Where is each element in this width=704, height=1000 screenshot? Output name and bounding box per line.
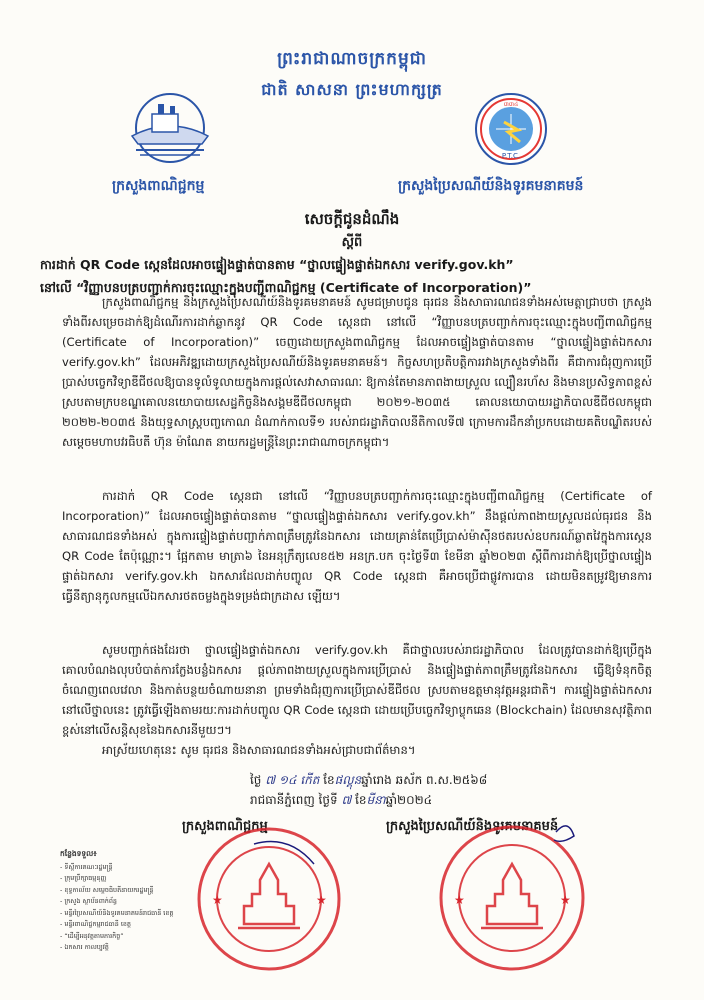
commerce-seal (194, 824, 344, 974)
recipient-item: - ខុទ្ទកាល័យ សម្តេចធិបតីនាយករដ្ឋមន្ត្រី (60, 885, 200, 897)
notice-about: ស្តីពី (341, 235, 363, 250)
paragraph-2: ការដាក់ QR Code ស្កេនជា នៅលើ “វិញ្ញាបនបត្របញ្ជាក់ការចុះឈ្មោះក្នុងបញ្ជីពាណិជ្ជកម្ម (Certificate of Incorporation)” ដែលអាចផ្ទៀងផ្ទាត់បានតាម “ថ្នាលផ្ទៀងផ្ទាត់ឯកសារ verify.gov.kh” នឹងផ្តល់ភាពងាយស្រួលដល់ធុរជន និងសាធារណជនទាំងអស់ ក្នុងការផ្ទៀងផ្ទាត់បញ្ជាក់ភាពត្រឹមត្រូវនៃឯកសារ ដោយគ្រាន់តែប្រើប្រាស់ម៉ាស៊ីនថតរបស់ឧបករណ៍ឆ្លាតវៃក្នុងការស្កេន QR Code តែប៉ុណ្ណោះ។ ផ្អែកតាម មាត្រា៦ នៃអនុក្រឹត្យលេខ៥២ អនក្រ.បក ចុះថ្ងៃទី៣ ខែមីនា ឆ្នាំ២០២៣ ស្តីពីការដាក់ឱ្យប្រើថ្នាលផ្ទៀងផ្ទាត់ឯកសារ verify.gov.kh ឯកសារដែលដាក់បញ្ចូល QR Code ស្កេនជា គឺអាចប្រើជាផ្លូវការបាន ដោយមិនតម្រូវឱ្យមានការធ្វើនីត្យានុកូលកម្មលើឯកសារថតចម្លងក្នុងទម្រង់ជាក្រដាស ឡើយ។ (62, 489, 652, 603)
paragraph-4: អាស្រ័យហេតុនេះ សូម ធុរជន និងសាធារណជនទាំងអស់ជ្រាបជាព័ត៌មាន។ (102, 743, 416, 757)
recipient-item: - “ដើម្បីអនុវត្តតាមភារកិច្ច” (60, 931, 200, 943)
lunar-month-handwritten: ផល្គុន (334, 773, 362, 787)
date-block (250, 770, 487, 810)
solar-date: រាជធានីភ្នំពេញ ថ្ងៃទី ៧ ខែមីនាឆ្នាំ២០២៤ (250, 793, 433, 807)
lunar-day-handwritten: ៧ ១៤ កើត (265, 773, 320, 787)
kingdom-header (0, 48, 704, 103)
recipient-item: - ឯកសារ កាលប្បវត្តិ (60, 942, 200, 954)
svg-text:★: ★ (212, 893, 223, 907)
ministry-commerce-name: ក្រសួងពាណិជ្ជកម្ម (112, 178, 205, 194)
svg-text:★: ★ (454, 893, 465, 907)
recipient-item: - ទីស្តីការគណៈរដ្ឋមន្ត្រី (60, 862, 200, 874)
kingdom-title: ព្រះរាជាណាចក្រកម្ពុជា (277, 49, 427, 69)
ministry-commerce-logo (122, 92, 218, 164)
notice-heading: សេចក្តីជូនដំណឹង (304, 210, 400, 228)
signature-mptc: ក្រសួងប្រៃសណីយ៍និងទូរគមនាគមន៍ (386, 819, 559, 834)
day-handwritten: ៧ (341, 793, 352, 807)
mptc-logo-bottom-text: P.T.C. (501, 152, 521, 160)
signature-commerce: ក្រសួងពាណិជ្ជកម្ម (182, 819, 268, 834)
ministry-mptc-logo (474, 92, 548, 166)
notice-subject-1: ការដាក់ QR Code ស្កេនដែលអាចផ្ទៀងផ្ទាត់បានតាម “ថ្នាលផ្ទៀងផ្ទាត់ឯកសារ verify.gov.kh” (40, 257, 514, 272)
recipient-item: - មន្ទីរពាណិជ្ជកម្មរាជធានី ខេត្ត (60, 919, 200, 931)
svg-text:★: ★ (560, 893, 571, 907)
paragraph-3: សូមបញ្ជាក់ផងដែរថា ថ្នាលផ្ទៀងផ្ទាត់ឯកសារ verify.gov.kh គឺជាថ្នាលរបស់រាជរដ្ឋាភិបាល ដែលត្រូវបានដាក់ឱ្យប្រើក្នុងគោលបំណងលុបបំបាត់ការក្លែងបន្លំឯកសារ ផ្តល់ភាពងាយស្រួលក្នុងការប្រើប្រាស់ និងផ្ទៀងផ្ទាត់ភាពត្រឹមត្រូវនៃឯកសារ ធ្វើឱ្យទំនុកចិត្ត ចំណេញពេលវេលា និងកាត់បន្ថយចំណាយនានា ព្រមទាំងជំរុញការប្រើប្រាស់ឌីជីថល ស្របតាមឧត្តមានុវត្តអន្តរជាតិ។ ការផ្ទៀងផ្ទាត់ឯកសារនៅលើថ្នាលនេះ ត្រូវធ្វើឡើងតាមរយៈការដាក់បញ្ចូល QR Code ស្កេនជា ដោយប្រើបច្ចេកវិទ្យាប្លុកឆេន (Blockchain) ដែលមានសុវត្ថិភាពខ្ពស់នៅលើសន្តិសុខនៃឯកសារនីមួយៗ។ (62, 643, 652, 737)
svg-text:★: ★ (316, 893, 327, 907)
recipient-item: - មន្ទីរប្រៃសណីយ៍និងទូរគមនាគមន៍រាជធានី ខេត្ត (60, 908, 200, 920)
recipients-heading: កន្លែងទទួល៖ (60, 849, 97, 858)
notice-title (40, 210, 664, 299)
recipient-item: - ក្រុមប្រឹក្សាធម្មនុញ្ញ (60, 873, 200, 885)
lunar-date: ថ្ងៃ ៧ ១៤ កើត ខែផល្គុនឆ្នាំរោង ឆស័ក ព.ស.២៥៦៨ (250, 773, 488, 787)
kingdom-motto: ជាតិ សាសនា ព្រះមហាក្សត្រ (261, 80, 443, 99)
month-handwritten: មីនា (366, 793, 386, 807)
recipient-item: - ក្រសួង ស្ថាប័នពាក់ព័ន្ធ (60, 896, 200, 908)
mptc-seal (436, 822, 588, 974)
paragraph-1: ក្រសួងពាណិជ្ជកម្ម និងក្រសួងប្រៃសណីយ៍និងទូរគមនាគមន៍ សូមជម្រាបជូន ធុរជន និងសាធារណជនទាំងអស់មេត្តាជ្រាបថា ក្រសួងទាំងពីរសម្រេចដាក់ឱ្យដំណើរការដាក់ឆ្លាកនូវ QR Code ស្កេនជា នៅលើ “វិញ្ញាបនបត្របញ្ជាក់ការចុះឈ្មោះក្នុងបញ្ជីពាណិជ្ជកម្ម (Certificate of Incorporation)” ចេញដោយក្រសួងពាណិជ្ជកម្ម ដែលអាចផ្ទៀងផ្ទាត់បានតាម “ថ្នាលផ្ទៀងផ្ទាត់ឯកសារ verify.gov.kh” ដែលអភិវឌ្ឍដោយក្រសួងប្រៃសណីយ៍និងទូរគមនាគមន៍។ កិច្ចសហប្រតិបត្តិការរវាងក្រសួងទាំងពីរ គឺជាការជំរុញការប្រើប្រាស់បច្ចេកវិទ្យាឌីជីថលឱ្យបានទូលំទូលាយក្នុងការផ្តល់សេវាសាធារណៈ ឱ្យកាន់តែមានភាពងាយស្រួល ល្បឿនរហ័ស និងមានប្រសិទ្ធភាពខ្ពស់ ស្របតាមក្របខណ្ឌគោលនយោបាយសេដ្ឋកិច្ចនិងសង្គមឌីជីថលកម្ពុជា ២០២១-២០៣៥ គោលនយោបាយរដ្ឋាភិបាលឌីជីថលកម្ពុជា ២០២២-២០៣៥ និងយុទ្ធសាស្ត្របញ្ចកោណ ដំណាក់កាលទី១ របស់រាជរដ្ឋាភិបាលនីតិកាលទី៧ ក្រោមការដឹកនាំប្រកបដោយគតិបណ្ឌិតរបស់ សម្តេចមហាបវរធិបតី ហ៊ុន ម៉ាណែត នាយករដ្ឋមន្ត្រីនៃព្រះរាជាណាចក្រកម្ពុជា។ (62, 295, 652, 449)
ministry-mptc-name: ក្រសួងប្រៃសណីយ៍និងទូរគមនាគមន៍ (398, 178, 584, 194)
recipients-list (60, 848, 200, 954)
notice-subject-2: នៅលើ “វិញ្ញាបនបត្របញ្ជាក់ការចុះឈ្មោះក្នុងបញ្ជីពាណិជ្ជកម្ម (Certificate of Incorporation)” (40, 280, 532, 295)
mptc-logo-top-text: ៣៣៤ (503, 101, 519, 108)
